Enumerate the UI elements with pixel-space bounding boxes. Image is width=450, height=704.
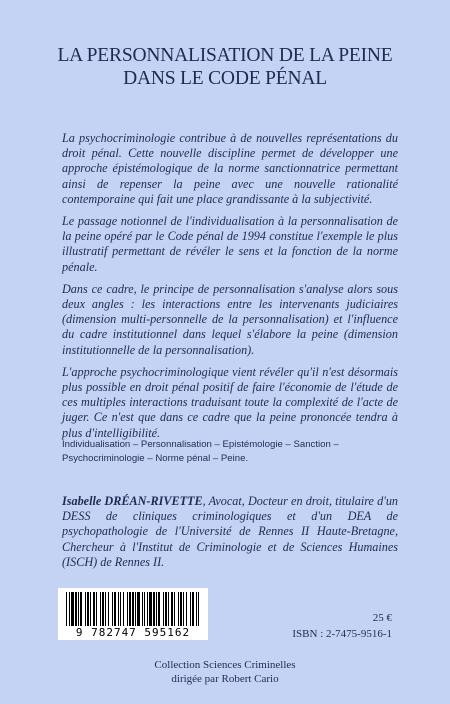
collection-director: dirigée par Robert Cario	[171, 673, 279, 685]
barcode	[58, 588, 208, 640]
author-bio-text: , Avocat, Docteur en droit, titulaire d'un DESS de cliniques criminologiques et d'un DEA de psychopathologie de l'Université de Rennes II Haute-Bretagne, Chercheur à l'Institut de Criminologie et de Sciences Humaines (ISCH) de Rennes II.	[62, 494, 399, 569]
collection-name: Collection Sciences Criminelles	[154, 659, 296, 671]
collection-info	[0, 658, 450, 686]
book-title-line2: DANS LE CODE PÉNAL	[123, 68, 327, 89]
book-title	[0, 44, 450, 90]
barcode-bars	[64, 592, 202, 626]
author-bio	[62, 494, 398, 570]
abstract-text	[62, 131, 398, 448]
isbn: ISBN : 2-7475-9516-1	[292, 628, 392, 640]
book-title-line1: LA PERSONNALISATION DE LA PEINE	[57, 45, 393, 66]
abstract-paragraph: L'approche psychocriminologique vient révéler qu'il n'est désormais plus possible en droit pénal positif de faire l'économie de l'étude de ces multiples interactions traduisant toute la complexité de l'acte de juger. Ce n'est que dans ce cadre que la peine prononcée tendra à plus d'intelligibilité.	[62, 364, 398, 440]
author-name: Isabelle DRÉAN-RIVETTE	[62, 494, 203, 508]
keywords: Individualisation – Personnalisation – Epistémologie – Sanction – Psychocriminologie – Norme pénal – Peine.	[62, 439, 339, 464]
abstract-paragraph: Le passage notionnel de l'individualisation à la personnalisation de la peine opéré par le Code pénal de 1994 constitue l'exemple le plus illustratif permettant de révéler le sens et la fonction de la norme pénale.	[62, 214, 398, 274]
abstract-paragraph: Dans ce cadre, le principe de personnalisation s'analyse alors sous deux angles : les interactions entre les intervenants judiciaires (dimension multi-personnelle de la personnalisation) et l'influence du cadre institutionnel dans lequel s'élabore la peine (dimension institutionnelle de la personnalisation).	[62, 281, 398, 357]
price: 25 €	[372, 612, 392, 624]
abstract-paragraph: La psychocriminologie contribue à de nouvelles représentations du droit pénal. Cette nouvelle discipline permet de développer une approche épistémologique de la norme sanctionnatrice permettant ainsi de repenser la peine avec une nouvelle rationalité contemporaine qui fait une place grandissante à la subjectivité.	[62, 131, 398, 206]
barcode-number: 9 782747 595162	[75, 626, 191, 639]
